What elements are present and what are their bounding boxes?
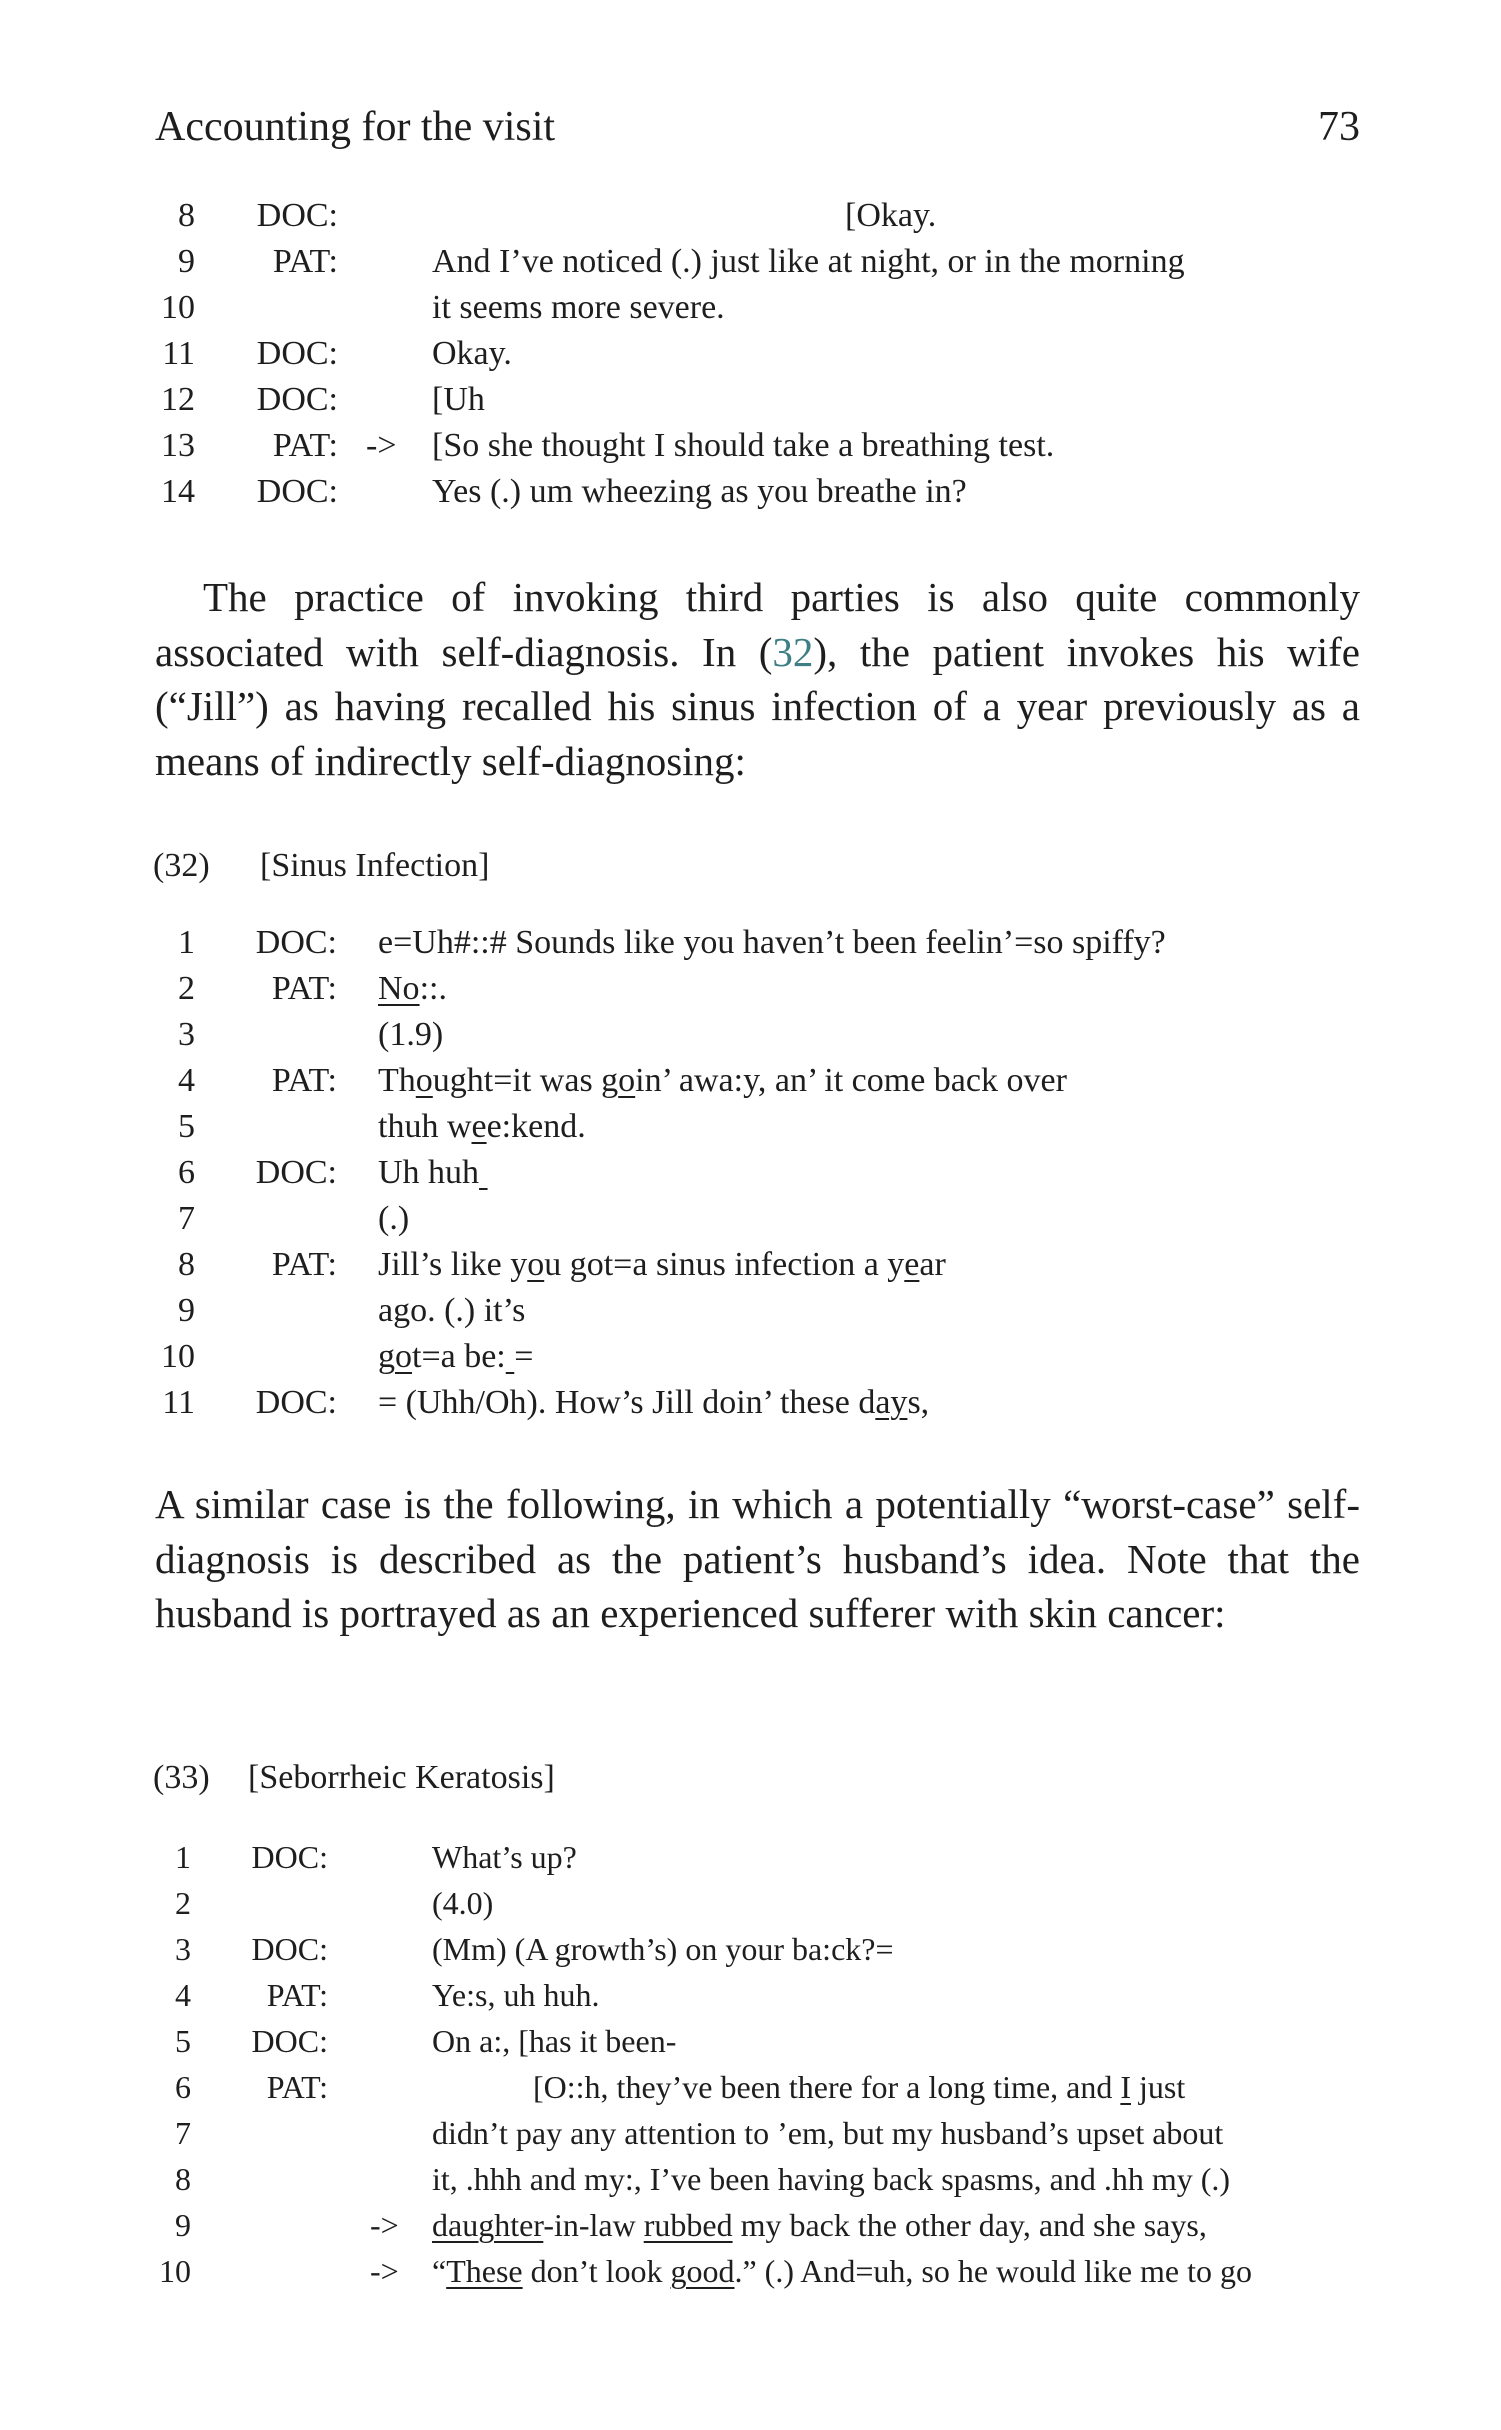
example-number: (33)	[153, 1759, 210, 1796]
speaker-label: DOC:	[251, 2023, 328, 2059]
paragraph-text: The practice of invoking third parties is also quite commonly associated with self-diagnosis. In (	[155, 574, 1360, 675]
text-segment: =	[514, 1338, 534, 1375]
page-number: 73	[1318, 104, 1360, 150]
transcript-line	[0, 2156, 1501, 2202]
transcript-line	[0, 1058, 1501, 1104]
speaker-label: DOC:	[256, 473, 338, 510]
speaker-label: DOC:	[256, 381, 338, 418]
utterance-text	[432, 285, 725, 331]
transcript-line	[0, 1242, 1501, 1288]
transcript-line	[0, 1834, 1501, 1880]
utterance-text	[378, 1380, 929, 1426]
text-segment: .” (.) And=uh, so he would like me to go	[734, 2253, 1252, 2289]
underlined-segment: rubbed	[643, 2207, 733, 2243]
underlined-segment: e	[904, 1246, 920, 1283]
transcript-line	[0, 331, 1501, 377]
utterance-text	[432, 2202, 1207, 2248]
underlined-segment: good	[670, 2253, 735, 2289]
transcript-line	[0, 2110, 1501, 2156]
text-segment: ught=it was g	[432, 1062, 619, 1099]
transcript-line	[0, 1334, 1501, 1380]
transcript-line	[0, 239, 1501, 285]
speaker-label: PAT:	[266, 1977, 328, 2013]
utterance-text	[432, 2248, 1252, 2294]
underlined-segment: daughter	[432, 2207, 544, 2243]
line-number: 6	[178, 1154, 195, 1191]
text-segment: e=Uh#::# Sounds like you haven’t been feelin’=so spiffy?	[378, 924, 1166, 961]
underlined-segment: o	[395, 1338, 412, 1375]
text-segment: thuh w	[378, 1108, 472, 1145]
utterance-text	[378, 1334, 533, 1380]
speaker-label: DOC:	[251, 1931, 328, 1967]
speaker-label: PAT:	[271, 970, 337, 1007]
speaker-label: PAT:	[266, 2069, 328, 2105]
text-segment: Th	[378, 1062, 416, 1099]
example-title: [Sinus Infection]	[260, 847, 490, 884]
text-segment: (Mm) (A growth’s) on your ba:ck?=	[432, 1931, 894, 1967]
text-segment: it seems more severe.	[432, 289, 725, 326]
utterance-text	[378, 1104, 586, 1150]
utterance-text	[432, 239, 1185, 285]
utterance-text	[378, 1058, 1067, 1104]
text-segment: just	[1131, 2069, 1186, 2105]
speaker-label: DOC:	[255, 924, 337, 961]
text-segment: ar	[919, 1246, 946, 1283]
line-number: 8	[175, 2161, 191, 2197]
underlined-segment: These	[446, 2253, 523, 2289]
transcript-line	[0, 2064, 1501, 2110]
line-number: 10	[161, 1338, 195, 1375]
line-number: 10	[159, 2253, 191, 2289]
text-segment: u got=a sinus infection a y	[544, 1246, 905, 1283]
arrow-marker: ->	[370, 2207, 399, 2243]
transcript-line	[0, 966, 1501, 1012]
text-segment: Ye:s, uh huh.	[432, 1977, 600, 2013]
line-number: 9	[175, 2207, 191, 2243]
body-paragraph-1	[155, 570, 1360, 788]
underlined-segment: e	[471, 1108, 487, 1145]
example-number: (32)	[153, 847, 210, 884]
arrow-marker: ->	[366, 427, 397, 464]
transcript-line	[0, 193, 1501, 239]
text-segment: [Okay.	[845, 197, 937, 234]
text-segment: t=a be:	[412, 1338, 506, 1375]
line-number: 3	[175, 1931, 191, 1967]
example-reference-link[interactable]: 32	[772, 628, 814, 675]
transcript-line	[0, 423, 1501, 469]
underlined-segment	[506, 1338, 515, 1375]
underlined-segment: I	[1120, 2069, 1131, 2105]
transcript-example-32	[0, 920, 1501, 1426]
text-segment: [So she thought I should take a breathing test.	[432, 427, 1055, 464]
running-title: Accounting for the visit	[155, 104, 556, 150]
text-segment: -in-law	[543, 2207, 644, 2243]
line-number: 9	[178, 243, 195, 280]
underlined-segment: ay	[875, 1384, 908, 1421]
text-segment: don’t look	[522, 2253, 671, 2289]
text-segment: didn’t pay any attention to ’em, but my husband’s upset about	[432, 2115, 1224, 2151]
text-segment: Okay.	[432, 335, 512, 372]
line-number: 8	[178, 197, 195, 234]
utterance-text	[432, 2110, 1223, 2156]
transcript-continued	[0, 193, 1501, 515]
text-segment: g	[378, 1338, 395, 1375]
text-segment: Uh huh	[378, 1154, 480, 1191]
text-segment: (4.0)	[432, 1885, 494, 1921]
transcript-line	[0, 2018, 1501, 2064]
underlined-segment	[479, 1154, 488, 1191]
transcript-line	[0, 2248, 1501, 2294]
speaker-label: PAT:	[271, 1246, 337, 1283]
line-number: 7	[175, 2115, 191, 2151]
text-segment: [Uh	[432, 381, 485, 418]
utterance-text	[432, 423, 1054, 469]
line-number: 7	[178, 1200, 195, 1237]
line-number: 10	[161, 289, 195, 326]
transcript-example-33	[0, 1834, 1501, 2294]
underlined-segment: No	[378, 970, 420, 1007]
text-segment: it, .hhh and my:, I’ve been having back spasms, and .hh my (.)	[432, 2161, 1231, 2197]
line-number: 11	[162, 335, 195, 372]
utterance-text	[378, 966, 447, 1012]
utterance-text	[432, 331, 512, 377]
transcript-line	[0, 2202, 1501, 2248]
utterance-text	[432, 2156, 1230, 2202]
text-segment: Jill’s like y	[378, 1246, 528, 1283]
speaker-label: DOC:	[256, 197, 338, 234]
line-number: 5	[175, 2023, 191, 2059]
transcript-line	[0, 1380, 1501, 1426]
text-segment: (1.9)	[378, 1016, 444, 1053]
utterance-text	[845, 193, 936, 239]
speaker-label: PAT:	[272, 427, 338, 464]
line-number: 1	[178, 924, 195, 961]
utterance-text	[533, 2064, 1185, 2110]
speaker-label: DOC:	[255, 1154, 337, 1191]
transcript-line	[0, 469, 1501, 515]
transcript-line	[0, 1880, 1501, 1926]
transcript-line	[0, 1926, 1501, 1972]
arrow-marker: ->	[370, 2253, 399, 2289]
utterance-text	[378, 1242, 946, 1288]
utterance-text	[432, 1880, 493, 1926]
example-title: [Seborrheic Keratosis]	[248, 1759, 555, 1796]
utterance-text	[432, 2018, 676, 2064]
transcript-line	[0, 1104, 1501, 1150]
transcript-line	[0, 1972, 1501, 2018]
line-number: 3	[178, 1016, 195, 1053]
text-segment: s,	[907, 1384, 930, 1421]
transcript-line	[0, 285, 1501, 331]
utterance-text	[432, 1926, 894, 1972]
text-segment: Yes (.) um wheezing as you breathe in?	[432, 473, 967, 510]
transcript-line	[0, 1288, 1501, 1334]
text-segment: “	[432, 2253, 447, 2289]
text-segment: And I’ve noticed (.) just like at night, or in the morning	[432, 243, 1185, 280]
text-segment: [O::h, they’ve been there for a long time, and	[533, 2069, 1121, 2105]
utterance-text	[378, 1150, 488, 1196]
line-number: 1	[175, 1839, 191, 1875]
utterance-text	[432, 1972, 599, 2018]
text-segment: = (Uhh/Oh). How’s Jill doin’ these d	[378, 1384, 876, 1421]
utterance-text	[432, 469, 967, 515]
line-number: 2	[175, 1885, 191, 1921]
speaker-label: DOC:	[256, 335, 338, 372]
line-number: 6	[175, 2069, 191, 2105]
text-segment: e:kend.	[486, 1108, 586, 1145]
utterance-text	[378, 1196, 409, 1242]
speaker-label: DOC:	[255, 1384, 337, 1421]
underlined-segment: o	[415, 1062, 433, 1099]
utterance-text	[378, 920, 1166, 966]
underlined-segment: o	[618, 1062, 636, 1099]
line-number: 9	[178, 1292, 195, 1329]
line-number: 12	[161, 381, 195, 418]
line-number: 5	[178, 1108, 195, 1145]
utterance-text	[378, 1288, 525, 1334]
speaker-label: DOC:	[251, 1839, 328, 1875]
transcript-line	[0, 920, 1501, 966]
line-number: 8	[178, 1246, 195, 1283]
line-number: 4	[178, 1062, 195, 1099]
text-segment: What’s up?	[432, 1839, 577, 1875]
transcript-line	[0, 1196, 1501, 1242]
speaker-label: PAT:	[272, 243, 338, 280]
text-segment: On a:, [has it been-	[432, 2023, 677, 2059]
line-number: 13	[161, 427, 195, 464]
paragraph-text: ), the patient invokes his wife (“Jill”) as having recalled his sinus infection of a year previously as a means of indirectly self-diagnosing:	[155, 628, 1360, 784]
text-segment: ::.	[419, 970, 447, 1007]
line-number: 14	[161, 473, 195, 510]
utterance-text	[432, 377, 485, 423]
underlined-segment: o	[527, 1246, 545, 1283]
text-segment: my back the other day, and she says,	[732, 2207, 1207, 2243]
line-number: 4	[175, 1977, 191, 2013]
line-number: 2	[178, 970, 195, 1007]
utterance-text	[378, 1012, 443, 1058]
example-heading	[153, 1755, 555, 1801]
speaker-label: PAT:	[271, 1062, 337, 1099]
example-heading	[153, 843, 489, 889]
transcript-line	[0, 1150, 1501, 1196]
line-number: 11	[162, 1384, 195, 1421]
text-segment: ago. (.) it’s	[378, 1292, 526, 1329]
text-segment: (.)	[378, 1200, 410, 1237]
utterance-text	[432, 1834, 577, 1880]
body-paragraph-2: A similar case is the following, in which a potentially “worst-case” self-diagnosis is described as the patient’s husband’s idea. Note that the husband is portrayed as an experienced sufferer with skin cancer:	[155, 1481, 1360, 1636]
text-segment: in’ awa:y, an’ it come back over	[635, 1062, 1067, 1099]
transcript-line	[0, 377, 1501, 423]
transcript-line	[0, 1012, 1501, 1058]
